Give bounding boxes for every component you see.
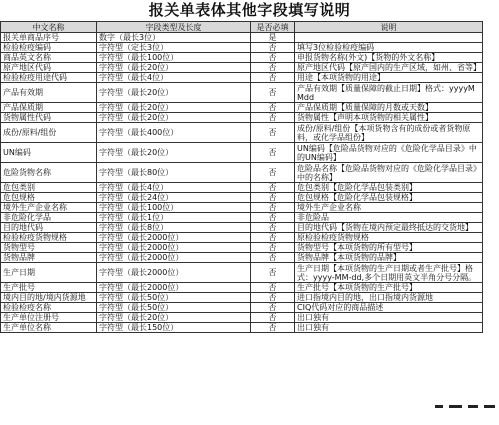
required-cell: 否 <box>251 73 295 83</box>
required-cell: 否 <box>251 83 295 103</box>
table-row <box>1 43 483 53</box>
description-cell: CIQ代码对应的商品描述 <box>295 303 483 313</box>
table-row <box>1 63 483 73</box>
table-row <box>1 243 483 253</box>
field-type-cell: 字符型（最长400位） <box>97 123 251 143</box>
field-type-cell: 字符型（最长20位） <box>97 313 251 323</box>
field-type-cell: 字符型（最长20位） <box>97 83 251 103</box>
field-name-cell: 货物品牌 <box>1 253 97 263</box>
field-name-cell: 目的地代码 <box>1 223 97 233</box>
field-type-cell: 字符型（最长50位） <box>97 293 251 303</box>
description-cell: 出口独有 <box>295 313 483 323</box>
description-cell: 成份/原料/组份【本项货物含有的成份或者货物原料，或化学品组份】 <box>295 123 483 143</box>
field-type-cell: 字符型（最长2000位） <box>97 243 251 253</box>
required-cell: 否 <box>251 43 295 53</box>
table-row <box>1 193 483 203</box>
description-cell: 境外生产企业名称 <box>295 203 483 213</box>
description-cell: 进口指境内目的地，出口指境内货源地 <box>295 293 483 303</box>
description-cell: 生产日期【本项货物的生产日期或者生产批号】格式：yyyy-MM-dd,多个日期用英文半角分号分隔。 <box>295 263 483 283</box>
field-name-cell: 报关单商品序号 <box>1 33 97 43</box>
required-cell: 否 <box>251 233 295 243</box>
required-cell: 否 <box>251 293 295 303</box>
description-cell: 原产地区代码【原产国内的生产区域，如州、省等】 <box>295 63 483 73</box>
field-name-cell: 境外生产企业名称 <box>1 203 97 213</box>
description-cell: 原检验检疫货物规格 <box>295 233 483 243</box>
field-name-cell: 生产单位名称 <box>1 323 97 333</box>
field-type-cell: 字符型（最长100位） <box>97 203 251 213</box>
required-cell: 否 <box>251 253 295 263</box>
table-row <box>1 73 483 83</box>
description-cell: 货物品牌【本项货物的品牌】 <box>295 253 483 263</box>
table-row <box>1 33 483 43</box>
field-name-cell: 产品保质期 <box>1 103 97 113</box>
table-row <box>1 323 483 333</box>
field-name-cell: 危包规格 <box>1 193 97 203</box>
watermark-dashes <box>435 399 495 413</box>
field-name-cell: UN编码 <box>1 143 97 163</box>
field-name-cell: 检验检疫名称 <box>1 303 97 313</box>
required-cell: 是 <box>251 33 295 43</box>
table-row <box>1 293 483 303</box>
field-type-cell: 字符型（最长100位） <box>97 53 251 63</box>
field-type-cell: 字符型（最长150位） <box>97 323 251 333</box>
required-cell: 否 <box>251 123 295 143</box>
description-cell: 非危险品 <box>295 213 483 223</box>
table-row <box>1 203 483 213</box>
field-type-cell: 字符型（最长20位） <box>97 113 251 123</box>
field-name-cell: 检验检疫货物规格 <box>1 233 97 243</box>
description-cell: 产品保质期【质量保障的月数或天数】 <box>295 103 483 113</box>
required-cell: 否 <box>251 303 295 313</box>
field-name-cell: 生产单位注册号 <box>1 313 97 323</box>
column-header: 说明 <box>295 22 483 33</box>
required-cell: 否 <box>251 63 295 73</box>
description-cell: 目的地代码【货物在境内预定最终抵达的交货地】 <box>295 223 483 233</box>
description-cell <box>295 33 483 43</box>
table-row <box>1 283 483 293</box>
table-row <box>1 223 483 233</box>
field-type-cell: 字符型（最长1位） <box>97 213 251 223</box>
table-row <box>1 123 483 143</box>
field-type-cell: 字符型（最长2000位） <box>97 283 251 293</box>
required-cell: 否 <box>251 323 295 333</box>
required-cell: 否 <box>251 193 295 203</box>
field-name-cell: 检验检疫编码 <box>1 43 97 53</box>
table-header-row <box>1 22 483 33</box>
field-name-cell: 产品有效期 <box>1 83 97 103</box>
field-table <box>0 21 483 333</box>
field-type-cell: 字符型（最长20位） <box>97 63 251 73</box>
description-cell: 生产批号【本项货物的生产批号】 <box>295 283 483 293</box>
description-cell: 产品有效期【质量保障的截止日期】格式：yyyyMMdd <box>295 83 483 103</box>
field-name-cell: 非危险化学品 <box>1 213 97 223</box>
field-type-cell: 字符型（最长2000位） <box>97 233 251 243</box>
field-name-cell: 成份/原料/组份 <box>1 123 97 143</box>
required-cell: 否 <box>251 203 295 213</box>
table-row <box>1 313 483 323</box>
description-cell: 用途【本项货物的用途】 <box>295 73 483 83</box>
description-cell: 出口独有 <box>295 323 483 333</box>
field-type-cell: 字符型（最长50位） <box>97 303 251 313</box>
required-cell: 否 <box>251 103 295 113</box>
description-cell: 填写3位检验检疫编码 <box>295 43 483 53</box>
column-header: 字段类型及长度 <box>97 22 251 33</box>
description-cell: 危包类别【危险化学品包装类别】 <box>295 183 483 193</box>
field-name-cell: 危包类别 <box>1 183 97 193</box>
table-row <box>1 233 483 243</box>
table-row <box>1 183 483 193</box>
field-type-cell: 字符型（最长4位） <box>97 73 251 83</box>
table-row <box>1 113 483 123</box>
field-name-cell: 生产批号 <box>1 283 97 293</box>
field-type-cell: 字符型（最长2000位） <box>97 263 251 283</box>
table-row <box>1 213 483 223</box>
field-name-cell: 境内目的地/境内货源地 <box>1 293 97 303</box>
field-name-cell: 原产地区代码 <box>1 63 97 73</box>
field-name-cell: 生产日期 <box>1 263 97 283</box>
table-row <box>1 83 483 103</box>
field-type-cell: 字符型（最长24位） <box>97 193 251 203</box>
field-name-cell: 货物属性代码 <box>1 113 97 123</box>
description-cell: 货物属性【声明本项货物的相关属性】 <box>295 113 483 123</box>
table-row <box>1 143 483 163</box>
field-name-cell: 危险货物名称 <box>1 163 97 183</box>
table-row <box>1 263 483 283</box>
column-header: 中文名称 <box>1 22 97 33</box>
required-cell: 否 <box>251 283 295 293</box>
field-name-cell: 商品英文名称 <box>1 53 97 63</box>
field-type-cell: 数字（最长3位） <box>97 33 251 43</box>
required-cell: 否 <box>251 113 295 123</box>
required-cell: 否 <box>251 243 295 253</box>
field-type-cell: 字符型（最长8位） <box>97 223 251 233</box>
required-cell: 否 <box>251 143 295 163</box>
table-row <box>1 253 483 263</box>
description-cell: 货物型号【本项货物的所有型号】 <box>295 243 483 253</box>
field-type-cell: 字符型（最长20位） <box>97 103 251 113</box>
required-cell: 否 <box>251 223 295 233</box>
page-title: 报关单表体其他字段填写说明 <box>148 1 351 19</box>
column-header: 是否必填 <box>251 22 295 33</box>
description-cell: 申报货物名称(外文)【货物的外文名称】 <box>295 53 483 63</box>
required-cell: 否 <box>251 313 295 323</box>
required-cell: 否 <box>251 163 295 183</box>
required-cell: 否 <box>251 183 295 193</box>
field-name-cell: 检验检疫用途代码 <box>1 73 97 83</box>
table-row <box>1 103 483 113</box>
table-row <box>1 303 483 313</box>
description-cell: 危险品名称【危险品货物对应的《危险化学品目录》中的名称】 <box>295 163 483 183</box>
field-type-cell: 字符型（定长3位） <box>97 43 251 53</box>
description-cell: UN编码【危险品货物对应的《危险化学品目录》中的UN编码】 <box>295 143 483 163</box>
required-cell: 否 <box>251 213 295 223</box>
field-type-cell: 字符型（最长4位） <box>97 183 251 193</box>
required-cell: 否 <box>251 53 295 63</box>
description-cell: 危包规格【危险化学品包装规格】 <box>295 193 483 203</box>
table-row <box>1 163 483 183</box>
field-type-cell: 字符型（最长80位） <box>97 163 251 183</box>
field-type-cell: 字符型（最长20位） <box>97 143 251 163</box>
table-row <box>1 53 483 63</box>
field-type-cell: 字符型（最长2000位） <box>97 253 251 263</box>
field-name-cell: 货物型号 <box>1 243 97 253</box>
required-cell: 否 <box>251 263 295 283</box>
